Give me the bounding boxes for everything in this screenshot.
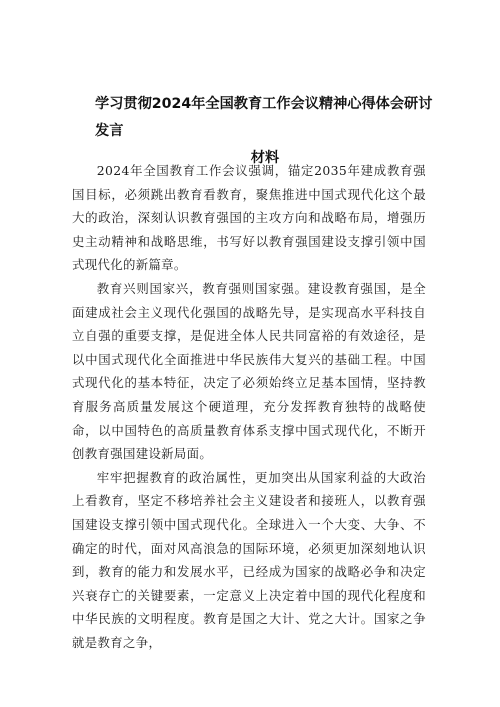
paragraph-3: 牢牢把握教育的政治属性，更加突出从国家利益的大政治上看教育，坚定不移培养社会主义建设者和接班人，以教育强国建设支撑引领中国式现代化。全球进入一个大变、大争、不确定的时代，面对风高浪急的国际环境，必须更加深刻地认识到，教育的能力和发展水平，已经成为国家的战略必争和决定兴衰存亡的关键要素，一定意义上决定着中国的现代化程度和中华民族的文明程度。教育是国之大计、党之大计。国家之争就是教育之争， bbox=[72, 469, 426, 650]
paragraph-2: 教育兴则国家兴，教育强则国家强。建设教育强国，是全面建成社会主义现代化强国的战略先导，是实现高水平科技自立自强的重要支撑，是促进全体人民共同富裕的有效途径，是以中国式现代化全面推进中华民族伟大复兴的基础工程。中国式现代化的基本特征，决定了必须始终立足基本国情，坚持教育服务高质量发展这个硬道理，充分发挥教育独特的战略使命，以中国特色的高质量教育体系支撑中国式现代化，不断开创教育强国建设新局面。 bbox=[72, 280, 426, 462]
title-line-2: 材料 bbox=[250, 150, 280, 166]
document-body bbox=[72, 159, 426, 654]
title-line-1: 学习贯彻2024年全国教育工作会议精神心得体会研讨发言 bbox=[95, 96, 433, 139]
paragraph-1: 2024年全国教育工作会议强调，锚定2035年建成教育强国目标，必须跳出教育看教育，聚焦推进中国式现代化这个最大的政治，深刻认识教育强国的主攻方向和战略布局，增强历史主动精神和战略思维，书写好以教育强国建设支撑引领中国式现代化的新篇章。 bbox=[72, 163, 426, 273]
